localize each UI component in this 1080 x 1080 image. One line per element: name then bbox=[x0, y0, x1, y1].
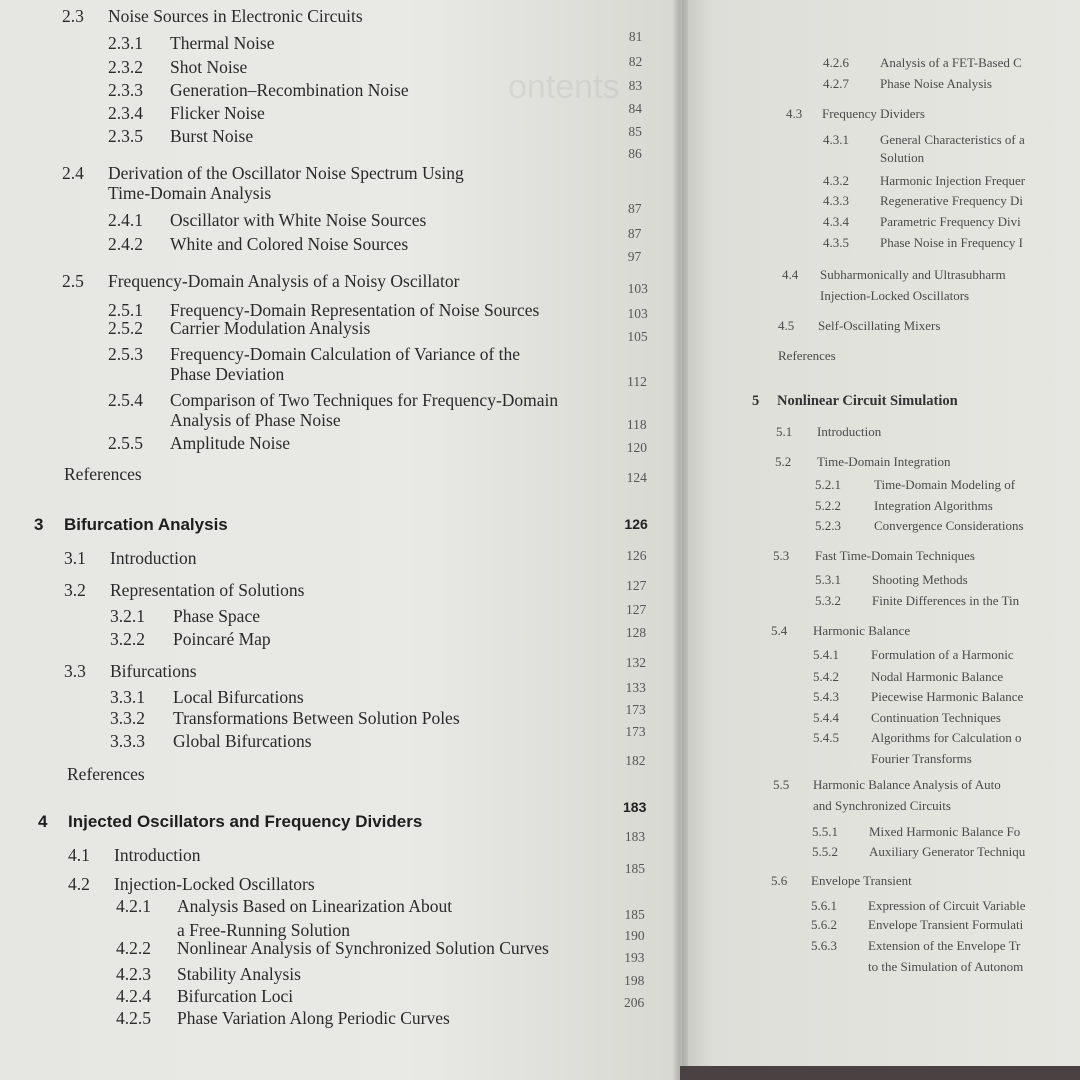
toc-section-number: 5.6 bbox=[771, 873, 788, 888]
toc-entry-title: Piecewise Harmonic Balance bbox=[871, 689, 1024, 704]
toc-entry-title: References bbox=[778, 348, 836, 363]
toc-entry-title: Integration Algorithms bbox=[874, 498, 993, 513]
toc-page-number: 190 bbox=[624, 928, 645, 943]
toc-entry-title: Regenerative Frequency Di bbox=[880, 193, 1023, 208]
toc-entry-title: Thermal Noise bbox=[170, 33, 275, 53]
toc-entry-title: Flicker Noise bbox=[170, 103, 265, 123]
toc-section-number: 4.3 bbox=[786, 106, 803, 121]
toc-section-number: 5.5.2 bbox=[812, 844, 838, 859]
toc-entry-title: Harmonic Balance bbox=[813, 623, 911, 638]
toc-entry-title: Mixed Harmonic Balance Fo bbox=[869, 824, 1021, 839]
toc-section-number: 5.2.2 bbox=[815, 498, 841, 513]
toc-section-number: 4.3.4 bbox=[823, 214, 849, 229]
toc-section-number: 2.5.4 bbox=[108, 390, 143, 410]
toc-section-number: 3.3.3 bbox=[110, 731, 145, 751]
toc-section-number: 4.2.3 bbox=[116, 964, 151, 984]
chapter-title: Nonlinear Circuit Simulation bbox=[777, 393, 958, 409]
toc-entry-title: Introduction bbox=[817, 424, 882, 439]
toc-entry-title: Bifurcations bbox=[110, 661, 197, 681]
toc-page-number: 173 bbox=[625, 702, 646, 717]
toc-entry-title: Algorithms for Calculation o bbox=[871, 730, 1022, 745]
toc-page-number: 120 bbox=[626, 440, 648, 455]
toc-entry-title: Time-Domain Modeling of bbox=[874, 477, 1016, 492]
toc-section-number: 2.5 bbox=[62, 271, 84, 291]
toc-section-number: 5.1 bbox=[776, 424, 793, 439]
toc-entry-title: Phase Noise in Frequency I bbox=[880, 235, 1023, 250]
toc-entry-title: Envelope Transient bbox=[811, 873, 912, 888]
toc-section-number: 2.4 bbox=[62, 163, 84, 183]
toc-section-number: 3.3.1 bbox=[110, 687, 145, 707]
toc-page-number: 124 bbox=[626, 470, 647, 485]
toc-entry-title: Formulation of a Harmonic bbox=[871, 647, 1014, 662]
toc-entry-title: White and Colored Noise Sources bbox=[170, 234, 409, 254]
toc-page-number: 185 bbox=[624, 907, 645, 922]
toc-section-number: 5.6.1 bbox=[811, 898, 837, 913]
toc-section-number: 5.3.1 bbox=[815, 572, 841, 587]
toc-entry-title: Envelope Transient Formulati bbox=[868, 917, 1024, 932]
toc-page-number: 103 bbox=[627, 281, 648, 296]
toc-entry-title: Transformations Between Solution Poles bbox=[173, 708, 460, 728]
toc-section-number: 5.3.2 bbox=[815, 593, 841, 608]
toc-entry-title: Auxiliary Generator Techniqu bbox=[869, 844, 1026, 859]
toc-section-number: 5.2.3 bbox=[815, 518, 841, 533]
toc-entry-title: Stability Analysis bbox=[177, 964, 301, 984]
toc-section-number: 4.2.7 bbox=[823, 76, 849, 91]
toc-entry-title: Global Bifurcations bbox=[173, 731, 312, 751]
toc-page-number: 105 bbox=[627, 329, 648, 344]
toc-section-number: 2.3.1 bbox=[108, 33, 143, 53]
toc-entry-title: Comparison of Two Techniques for Frequency-Domain bbox=[170, 390, 559, 410]
toc-entry-title: Frequency-Domain Representation of Noise Sources bbox=[170, 300, 540, 320]
toc-section-number: 4.2.1 bbox=[116, 896, 151, 916]
toc-entry-title: Introduction bbox=[110, 548, 197, 568]
toc-section-number: 2.3.5 bbox=[108, 126, 143, 146]
toc-entry-title: Analysis of a FET-Based C bbox=[880, 55, 1022, 70]
toc-section-number: 2.3.2 bbox=[108, 57, 143, 77]
toc-section-number: 2.5.1 bbox=[108, 300, 143, 320]
toc-page-number: 103 bbox=[627, 306, 648, 321]
toc-section-number: 3.1 bbox=[64, 548, 86, 568]
toc-section-number: 2.5.3 bbox=[108, 344, 143, 364]
toc-section-number: 5.4.1 bbox=[813, 647, 839, 662]
toc-entry-title: Subharmonically and Ultrasubharm bbox=[820, 267, 1006, 282]
chapter-title: Injected Oscillators and Frequency Dividers bbox=[68, 812, 423, 831]
toc-entry-title: Generation–Recombination Noise bbox=[170, 80, 409, 100]
toc-entry-title: Burst Noise bbox=[170, 126, 254, 146]
toc-entry-title: Convergence Considerations bbox=[874, 518, 1024, 533]
toc-entry-title: Harmonic Injection Frequer bbox=[880, 173, 1026, 188]
toc-section-number: 5.4.3 bbox=[813, 689, 839, 704]
toc-page-number: 183 bbox=[623, 799, 647, 815]
toc-page-number: 185 bbox=[624, 861, 645, 876]
toc-section-number: 4.2 bbox=[68, 874, 90, 894]
toc-section-number: 2.5.2 bbox=[108, 318, 143, 338]
toc-page-number: 118 bbox=[626, 417, 647, 432]
toc-section-number: 5.6.3 bbox=[811, 938, 837, 953]
toc-section-number: 4.1 bbox=[68, 845, 90, 865]
toc-entry-title: Carrier Modulation Analysis bbox=[170, 318, 371, 338]
toc-page-number: 132 bbox=[625, 655, 646, 670]
toc-entry-title: Self-Oscillating Mixers bbox=[818, 318, 941, 333]
toc-entry-title: to the Simulation of Autonom bbox=[868, 959, 1024, 974]
toc-section-number: 4.5 bbox=[778, 318, 795, 333]
toc-section-number: 4.2.2 bbox=[116, 938, 151, 958]
chapter-number: 3 bbox=[34, 515, 44, 534]
toc-page-number: 112 bbox=[627, 374, 647, 389]
toc-section-number: 4.3.2 bbox=[823, 173, 849, 188]
toc-entry-title: Injection-Locked Oscillators bbox=[114, 874, 315, 894]
toc-section-number: 4.3.5 bbox=[823, 235, 849, 250]
toc-section-number: 4.3.3 bbox=[823, 193, 849, 208]
toc-page-number: 127 bbox=[626, 578, 647, 593]
toc-section-number: 5.5.1 bbox=[812, 824, 838, 839]
toc-entry-title: Nonlinear Analysis of Synchronized Solution Curves bbox=[177, 938, 549, 958]
toc-entry-title: Representation of Solutions bbox=[110, 580, 305, 600]
toc-section-number: 4.2.5 bbox=[116, 1008, 151, 1028]
toc-entry-title: and Synchronized Circuits bbox=[813, 798, 951, 813]
toc-entry-title: Introduction bbox=[114, 845, 201, 865]
toc-entry-title: Continuation Techniques bbox=[871, 710, 1001, 725]
toc-entry-title: Extension of the Envelope Tr bbox=[868, 938, 1021, 953]
toc-entry-title: Oscillator with White Noise Sources bbox=[170, 210, 427, 230]
toc-entry-title: a Free-Running Solution bbox=[177, 920, 351, 940]
toc-entry-title: Phase Deviation bbox=[170, 364, 285, 384]
toc-section-number: 5.4.5 bbox=[813, 730, 839, 745]
toc-page-number: 206 bbox=[624, 995, 645, 1010]
toc-entry-title: Shot Noise bbox=[170, 57, 248, 77]
toc-entry-title: Analysis Based on Linearization About bbox=[177, 896, 453, 916]
toc-section-number: 5.2 bbox=[775, 454, 792, 469]
toc-section-number: 2.5.5 bbox=[108, 433, 143, 453]
toc-section-number: 5.4.2 bbox=[813, 669, 839, 684]
toc-page-number: 83 bbox=[628, 78, 643, 93]
toc-entry-title: Time-Domain Integration bbox=[817, 454, 951, 469]
toc-page-number: 81 bbox=[628, 29, 643, 44]
toc-entry-title: Frequency-Domain Calculation of Variance of the bbox=[170, 344, 521, 364]
toc-page-number: 173 bbox=[625, 724, 646, 739]
toc-entry-title: Bifurcation Loci bbox=[177, 986, 294, 1006]
toc-section-number: 4.4 bbox=[782, 267, 799, 282]
toc-entry-title: Harmonic Balance Analysis of Auto bbox=[813, 777, 1001, 792]
toc-page-number: 198 bbox=[624, 973, 645, 988]
toc-page-number: 128 bbox=[625, 625, 647, 640]
toc-section-number: 4.2.4 bbox=[116, 986, 151, 1006]
toc-entry-title: Injection-Locked Oscillators bbox=[820, 288, 970, 303]
toc-entry-title: Local Bifurcations bbox=[173, 687, 304, 707]
toc-section-number: 3.3 bbox=[64, 661, 86, 681]
toc-page-number: 126 bbox=[624, 516, 648, 532]
toc-page-number: 126 bbox=[626, 548, 647, 563]
toc-page-number: 87 bbox=[627, 226, 642, 241]
toc-entry-title: References bbox=[67, 764, 145, 784]
toc-page-number: 127 bbox=[625, 602, 647, 617]
toc-entry-title: Phase Noise Analysis bbox=[880, 76, 992, 91]
toc-entry-title: Time-Domain Analysis bbox=[108, 183, 272, 203]
toc-section-number: 5.4.4 bbox=[813, 710, 839, 725]
toc-page-number: 87 bbox=[627, 201, 642, 216]
toc-section-number: 2.4.2 bbox=[108, 234, 143, 254]
toc-section-number: 2.3.3 bbox=[108, 80, 143, 100]
toc-entry-title: Expression of Circuit Variable bbox=[868, 898, 1026, 913]
toc-entry-title: Analysis of Phase Noise bbox=[170, 410, 341, 430]
chapter-number: 4 bbox=[38, 812, 48, 831]
toc-entry-title: Frequency-Domain Analysis of a Noisy Oscillator bbox=[108, 271, 460, 291]
toc-entry-title: Phase Variation Along Periodic Curves bbox=[177, 1008, 450, 1028]
toc-entry-title: Fast Time-Domain Techniques bbox=[815, 548, 975, 563]
toc-entry-title: Fourier Transforms bbox=[871, 751, 972, 766]
toc-page-number: 193 bbox=[624, 950, 645, 965]
right-page bbox=[682, 0, 1080, 1080]
toc-entry-title: Amplitude Noise bbox=[170, 433, 291, 453]
toc-section-number: 4.3.1 bbox=[823, 132, 849, 147]
chapter-number: 5 bbox=[752, 393, 760, 409]
chapter-title: Bifurcation Analysis bbox=[64, 515, 228, 534]
book-gutter bbox=[672, 0, 688, 1080]
toc-section-number: 5.2.1 bbox=[815, 477, 841, 492]
toc-entry-title: Derivation of the Oscillator Noise Spectrum Using bbox=[108, 163, 464, 183]
toc-section-number: 5.3 bbox=[773, 548, 790, 563]
toc-entry-title: Poincaré Map bbox=[173, 629, 271, 649]
page-bottom-edge bbox=[680, 1066, 1080, 1080]
toc-section-number: 2.3.4 bbox=[108, 103, 143, 123]
toc-section-number: 4.2.6 bbox=[823, 55, 849, 70]
toc-entry-title: Shooting Methods bbox=[872, 572, 968, 587]
toc-entry-title: References bbox=[64, 464, 142, 484]
toc-page-number: 133 bbox=[625, 680, 646, 695]
toc-page-number: 84 bbox=[628, 101, 642, 116]
toc-section-number: 3.2.2 bbox=[110, 629, 145, 649]
toc-entry-title: Noise Sources in Electronic Circuits bbox=[108, 6, 363, 26]
toc-page-number: 82 bbox=[628, 54, 643, 69]
toc-entry-title: Phase Space bbox=[173, 606, 260, 626]
toc-entry-title: Solution bbox=[880, 150, 925, 165]
toc-page-number: 183 bbox=[624, 829, 646, 844]
toc-entry-title: Finite Differences in the Tin bbox=[872, 593, 1020, 608]
toc-entry-title: General Characteristics of a bbox=[880, 132, 1025, 147]
toc-page-number: 182 bbox=[625, 753, 646, 768]
toc-section-number: 5.5 bbox=[773, 777, 790, 792]
show-through-text: ontents bbox=[508, 68, 620, 106]
toc-entry-title: Parametric Frequency Divi bbox=[880, 214, 1021, 229]
toc-page-number: 85 bbox=[628, 124, 642, 139]
toc-entry-title: Frequency Dividers bbox=[822, 106, 925, 121]
toc-page-number: 97 bbox=[627, 249, 642, 264]
toc-section-number: 3.3.2 bbox=[110, 708, 145, 728]
toc-entry-title: Nodal Harmonic Balance bbox=[871, 669, 1004, 684]
toc-section-number: 5.6.2 bbox=[811, 917, 837, 932]
toc-section-number: 2.4.1 bbox=[108, 210, 143, 230]
toc-section-number: 3.2.1 bbox=[110, 606, 145, 626]
toc-section-number: 2.3 bbox=[62, 6, 84, 26]
toc-page-number: 86 bbox=[628, 146, 642, 161]
toc-section-number: 3.2 bbox=[64, 580, 86, 600]
toc-section-number: 5.4 bbox=[771, 623, 788, 638]
